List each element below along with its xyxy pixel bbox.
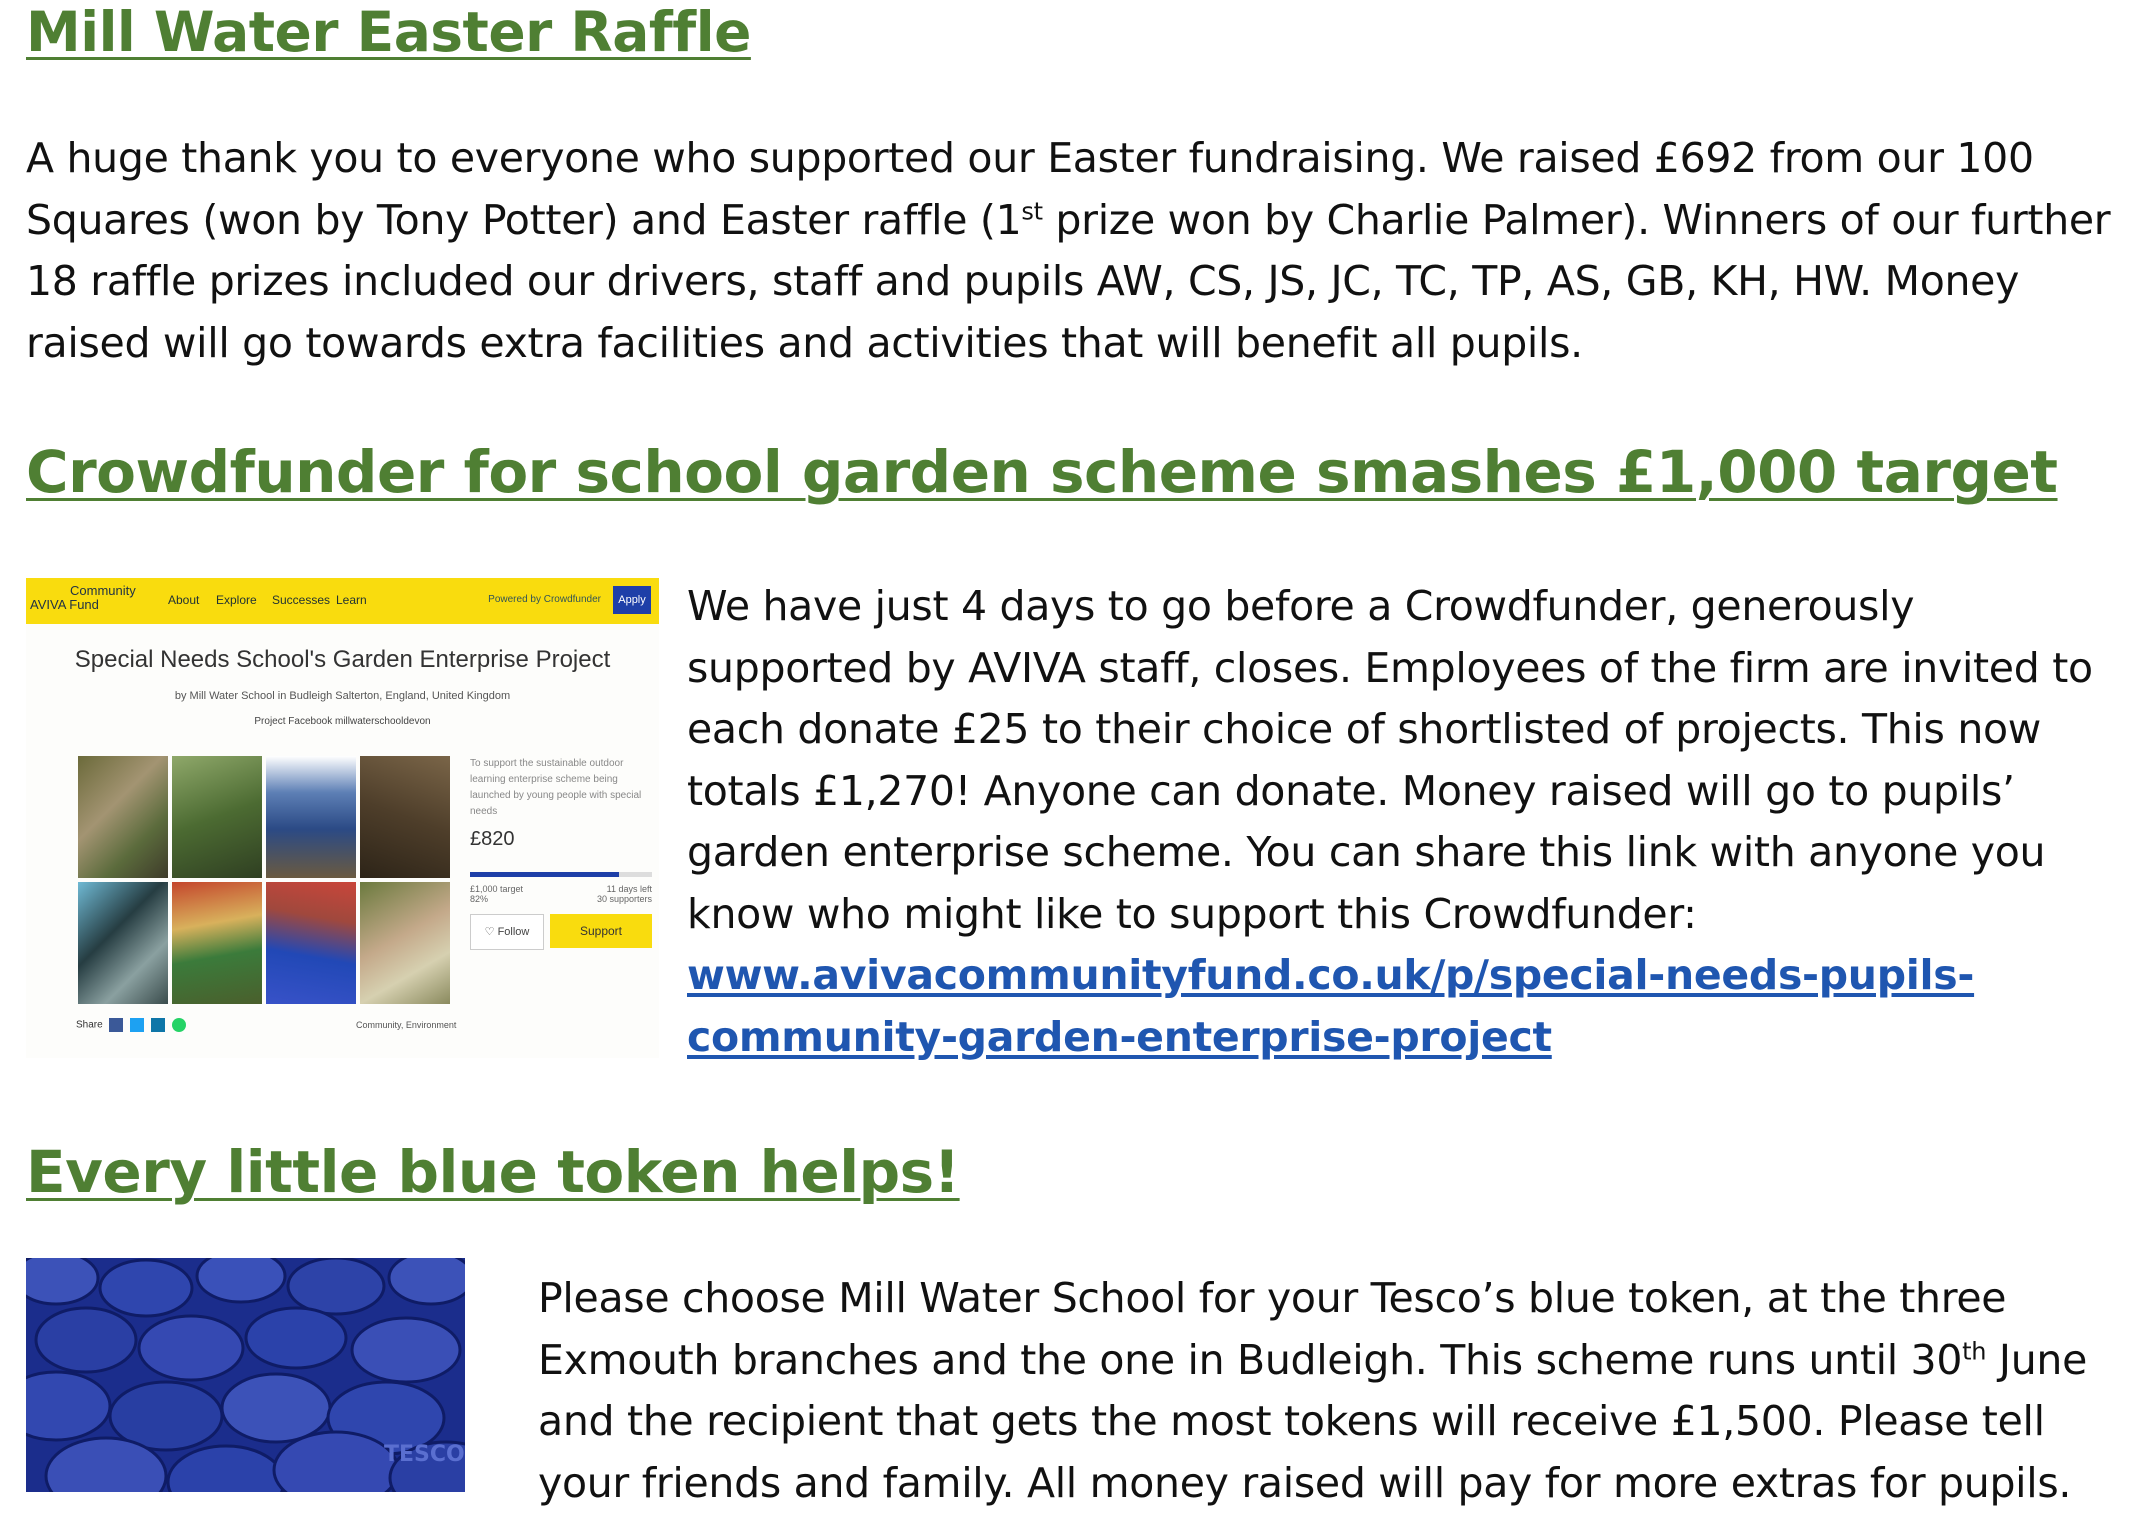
paragraph-text: prize won by Charlie Palmer). Winners of our further 18 raffle prizes included our drivers, staff and pupils AW, CS, JS, JC, TC, TP, AS, GB, KH, HW. Money raised will go towards extra facilities and activities that will benefit all pupils. (26, 195, 2111, 367)
nav-explore: Explore (216, 593, 257, 607)
nav-successes: Successes (272, 593, 331, 607)
tokens-illustration (26, 1258, 465, 1492)
superscript: st (1021, 196, 1043, 225)
logo-line: AVIVA Fund (30, 597, 99, 612)
garden-photo (360, 756, 450, 878)
logo-line: Community (70, 583, 136, 598)
easter-raffle-paragraph (26, 128, 2141, 374)
garden-photo (266, 882, 356, 1004)
section-heading-crowdfunder: Crowdfunder for school garden scheme smashes £1,000 target (26, 438, 2058, 506)
crowdfunder-paragraph (687, 576, 2127, 1068)
nav-about: About (168, 593, 200, 607)
supporters-label: 30 supporters (596, 894, 652, 904)
paragraph-text: Please choose Mill Water School for your Tesco’s blue token, at the three Exmouth branches and the one in Budleigh. This scheme runs until 30 (538, 1274, 2007, 1384)
garden-photo (78, 756, 168, 878)
garden-photo (172, 756, 262, 878)
superscript: th (1962, 1336, 1987, 1365)
garden-photo (78, 882, 168, 1004)
nav-learn: Learn (336, 593, 367, 607)
follow-label: Follow (497, 926, 530, 938)
garden-photo (266, 756, 356, 878)
linkedin-icon (151, 1018, 165, 1032)
paragraph-text: June and the recipient that gets the most tokens will receive £1,500. Please tell your friends and family. All money raised will pay for more extras for pupils. (538, 1335, 2087, 1507)
target-label: £1,000 target (470, 884, 524, 894)
paragraph-text: We have just 4 days to go before a Crowdfunder, generously supported by AVIVA staff, closes. Employees of the firm are invited to each donate £25 to their choice of shortlisted of projects. This now totals £1,270! Anyone can donate. Money raised will go to pupils’ garden enterprise scheme. You can share this link with anyone you know who might like to support this Crowdfunder: (687, 582, 2093, 938)
twitter-icon (130, 1018, 144, 1032)
project-title: Special Needs School's Garden Enterprise Project (74, 646, 611, 673)
powered-by-label: Powered by Crowdfunder (488, 594, 601, 605)
blue-token-paragraph (538, 1268, 2118, 1514)
support-button: Support (550, 914, 652, 948)
aviva-logo (30, 584, 136, 612)
project-tags: Community, Environment (356, 1020, 457, 1030)
garden-photo (172, 882, 262, 1004)
follow-button (470, 914, 544, 950)
section-heading-easter-raffle: Mill Water Easter Raffle (26, 0, 751, 64)
whatsapp-icon (172, 1018, 186, 1032)
project-description: To support the sustainable outdoor learning enterprise scheme being launched by young people with special needs (470, 758, 642, 817)
section-heading-blue-token: Every little blue token helps! (26, 1138, 960, 1206)
aviva-topbar (26, 578, 659, 624)
project-links: Project Facebook millwaterschooldevon (254, 716, 431, 727)
tesco-token-text: TESCO (384, 1442, 465, 1467)
progress-bar (470, 872, 652, 877)
percent-label: 82% (470, 894, 489, 904)
garden-photo (360, 882, 450, 1004)
days-label: 11 days left (606, 884, 652, 894)
amount-raised: £820 (470, 828, 515, 850)
aviva-crowdfunder-screenshot (26, 578, 659, 1058)
heart-icon: ♡ (484, 926, 498, 938)
blue-tokens-photo (26, 1258, 465, 1492)
progress-fill (470, 872, 619, 877)
progress-labels (470, 884, 652, 904)
share-label: Share (76, 1019, 103, 1031)
facebook-icon (109, 1018, 123, 1032)
share-row (76, 1018, 186, 1032)
paragraph-text: A huge thank you to everyone who supported our Easter fundraising. We raised £692 from our 100 Squares (won by Tony Potter) and Easter raffle (1 (26, 134, 2034, 244)
apply-button: Apply (613, 586, 651, 614)
aviva-project-link[interactable]: www.avivacommunityfund.co.uk/p/special-needs-pupils-community-garden-enterprise-project (687, 951, 1975, 1061)
project-subtitle: by Mill Water School in Budleigh Salterton, England, United Kingdom (174, 690, 511, 702)
